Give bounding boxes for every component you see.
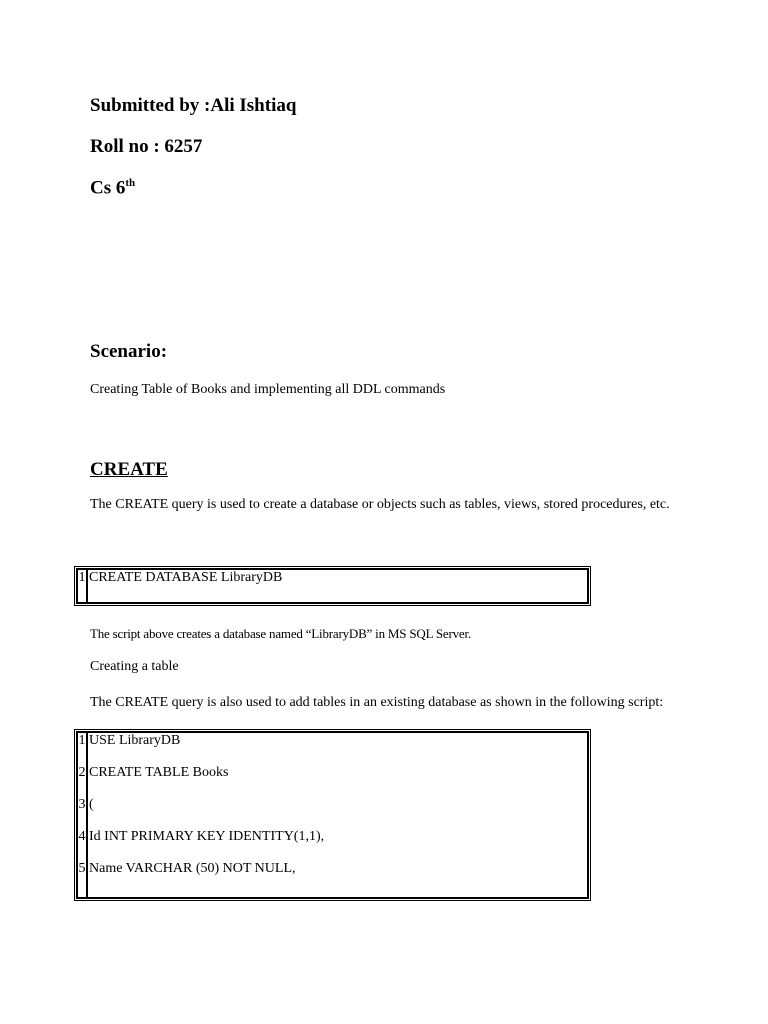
roll-number: Roll no : 6257: [90, 136, 203, 157]
code-block-create-database: [74, 566, 591, 606]
line-number: 3: [78, 797, 86, 812]
create-heading: CREATE: [90, 459, 168, 480]
code-line: Name VARCHAR (50) NOT NULL,: [89, 861, 296, 876]
line-number: 1: [78, 733, 86, 748]
scenario-heading: Scenario:: [90, 341, 168, 362]
line-number: 5: [78, 861, 86, 876]
code-line: USE LibraryDB: [89, 733, 181, 748]
creating-table-subheading: Creating a table: [90, 659, 179, 674]
code-line: CREATE TABLE Books: [89, 765, 229, 780]
code-lines-column: [87, 732, 588, 898]
class-superscript: th: [125, 177, 136, 189]
code-line: (: [89, 797, 94, 812]
line-number: 1: [77, 569, 87, 603]
code-note: The script above creates a database named “LibraryDB” in MS SQL Server.: [90, 626, 471, 641]
scenario-text: Creating Table of Books and implementing all DDL commands: [90, 382, 446, 397]
code-block-create-table: [74, 729, 591, 901]
code-line: Id INT PRIMARY KEY IDENTITY(1,1),: [89, 829, 325, 844]
class-label: [90, 177, 135, 199]
line-number: 4: [78, 829, 86, 844]
code-line: CREATE DATABASE LibraryDB: [87, 569, 588, 603]
submitted-by: Submitted by :Ali Ishtiaq: [90, 95, 297, 116]
create-description: The CREATE query is used to create a database or objects such as tables, views, stored procedures, etc.: [90, 497, 670, 512]
line-numbers-column: [77, 732, 87, 898]
class-base: Cs 6: [90, 177, 126, 199]
create-table-description: The CREATE query is also used to add tables in an existing database as shown in the following script:: [90, 695, 664, 710]
line-number: 2: [78, 765, 86, 780]
